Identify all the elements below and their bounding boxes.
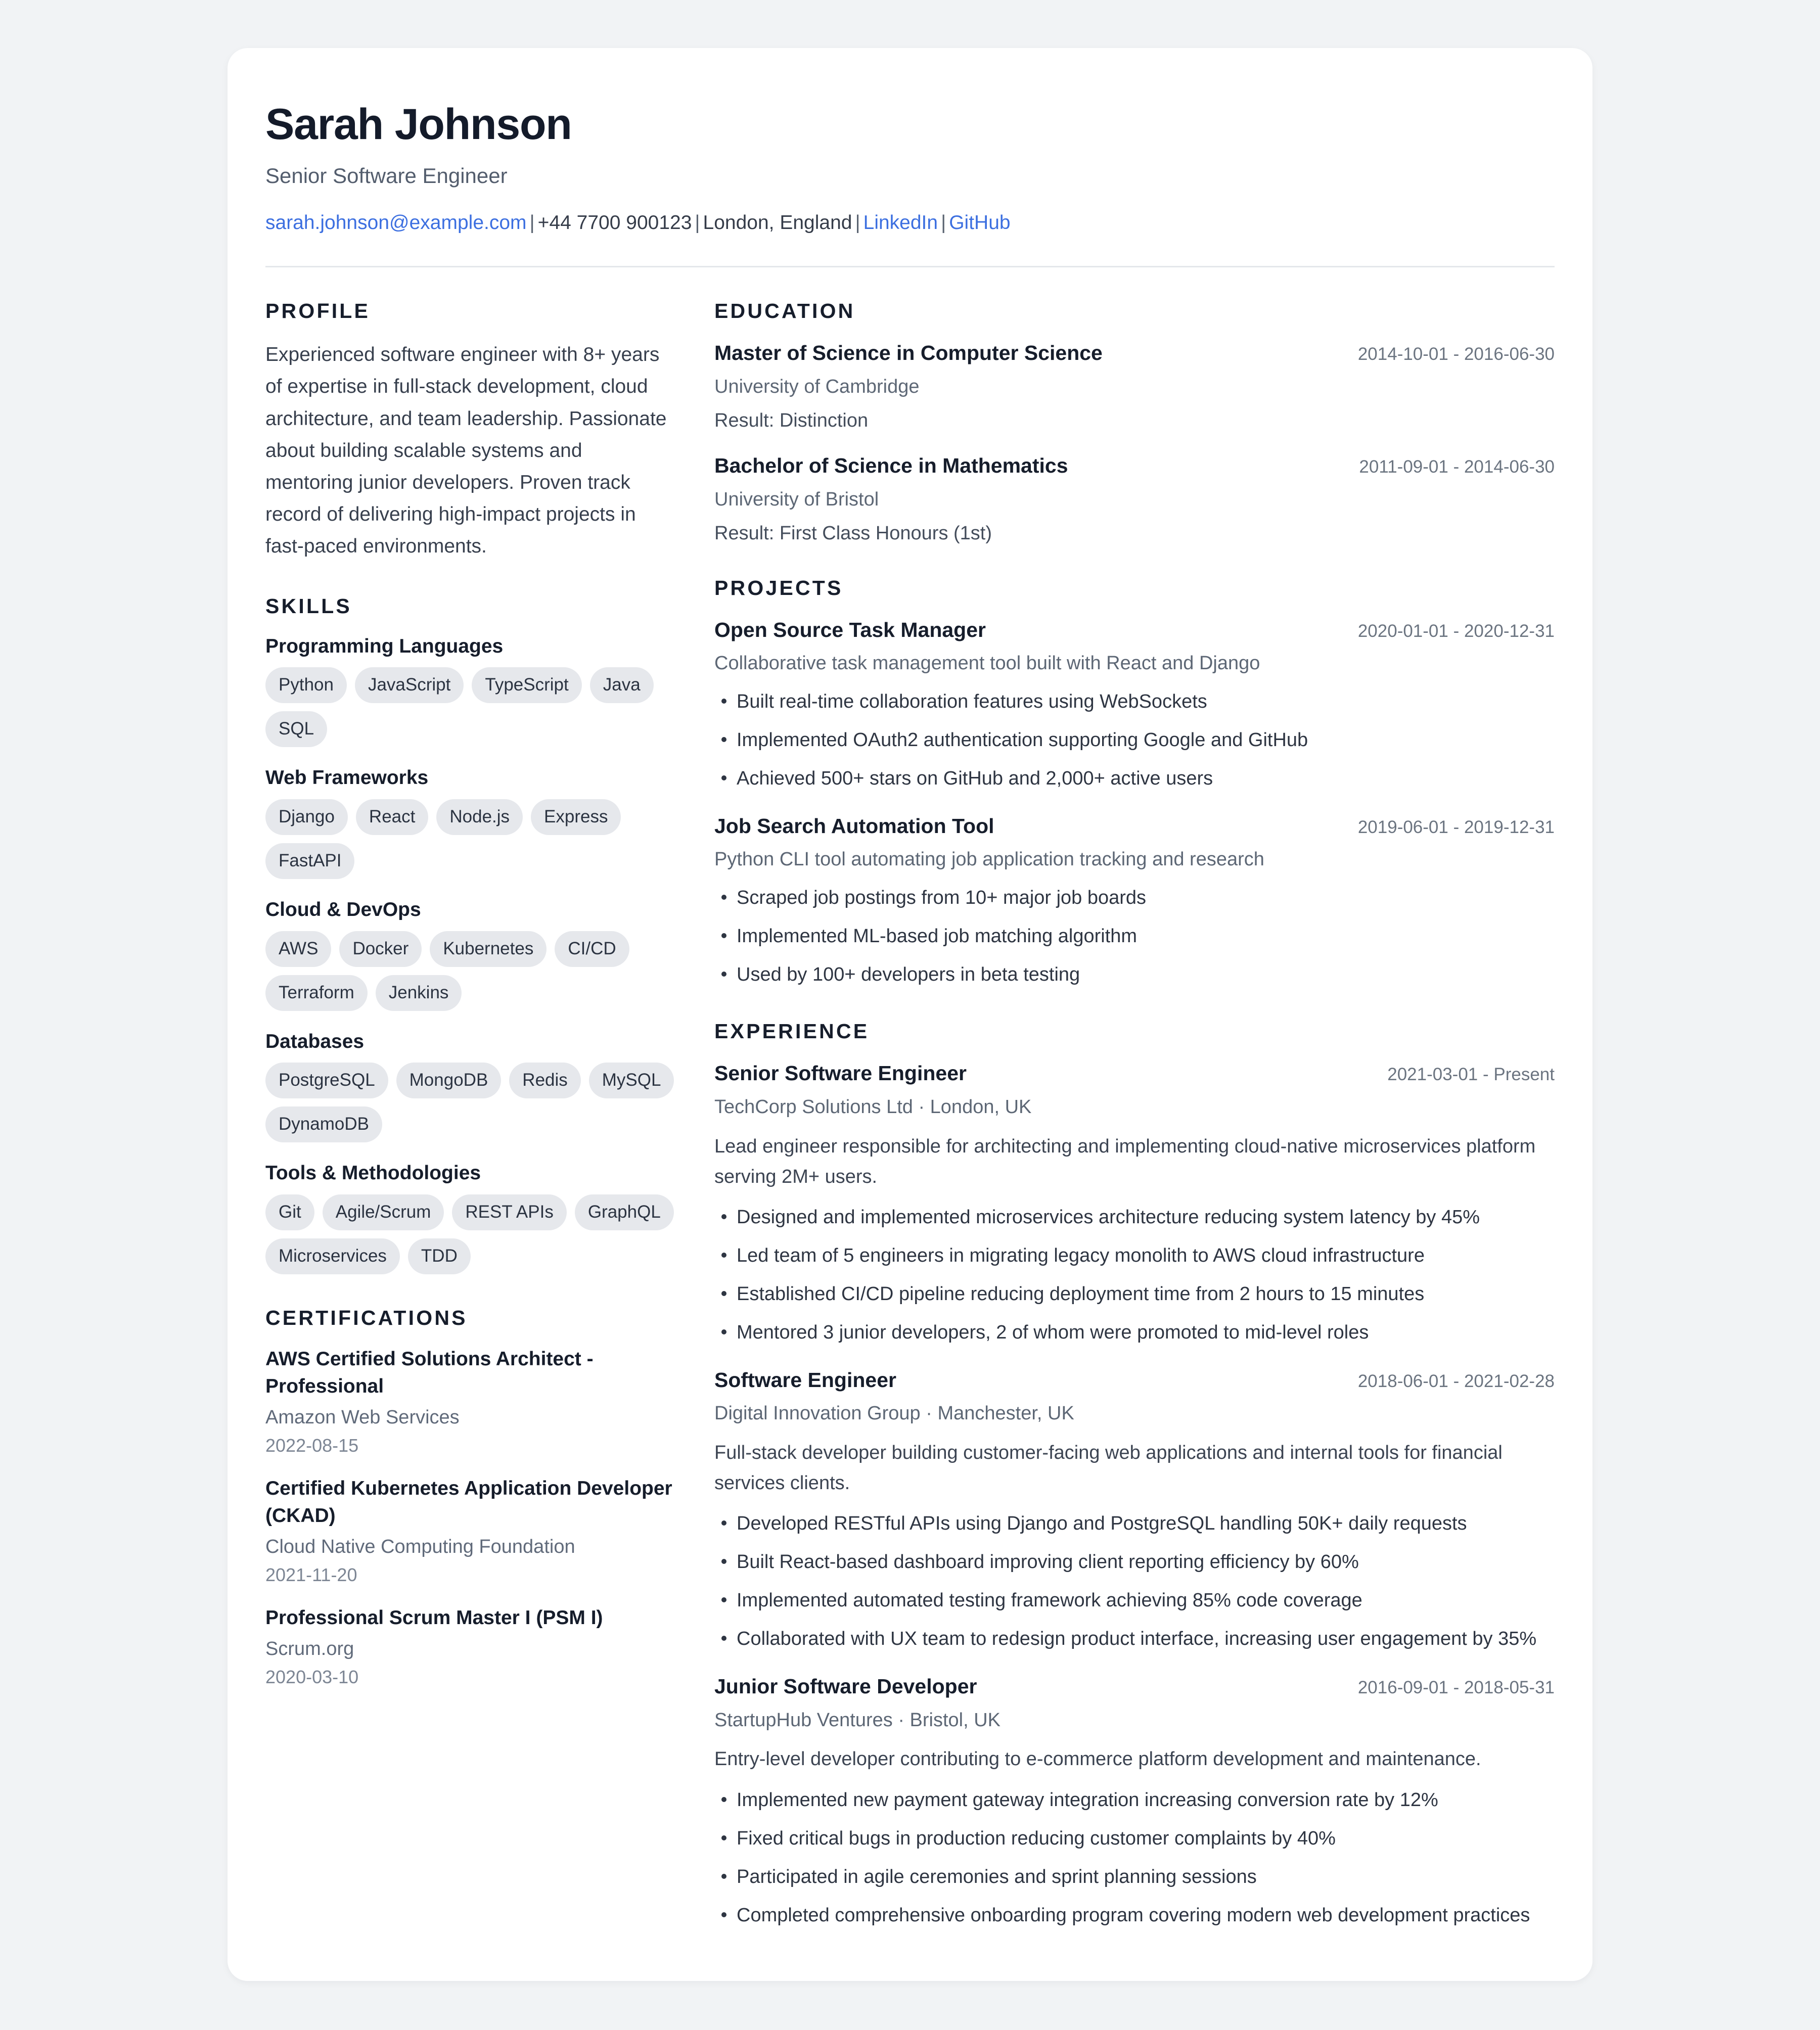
education-entry-dates: 2011-09-01 - 2014-06-30	[1359, 457, 1555, 477]
experience-entry-title: Senior Software Engineer	[714, 1062, 967, 1085]
project-entry-bullet: Scraped job postings from 10+ major job boards	[714, 883, 1555, 913]
skill-group-label: Web Frameworks	[265, 767, 429, 789]
experience-entry	[714, 1367, 1555, 1654]
project-entry-dates: 2020-01-01 - 2020-12-31	[1357, 621, 1555, 641]
section-education	[714, 299, 1555, 546]
skill-pill: PostgreSQL	[265, 1063, 388, 1098]
section-heading-education: EDUCATION	[714, 299, 855, 323]
education-result: Result: Distinction	[714, 409, 869, 431]
certification-name: Certified Kubernetes Application Developer (CKAD)	[265, 1478, 672, 1527]
certification-item	[265, 1346, 675, 1458]
section-experience	[714, 1019, 1555, 1930]
skill-pill: SQL	[265, 711, 327, 747]
experience-entry-dates: 2018-06-01 - 2021-02-28	[1357, 1371, 1555, 1391]
page-title: Sarah Johnson	[265, 100, 572, 149]
skill-pill: FastAPI	[265, 843, 354, 879]
experience-entry-bullets	[714, 1508, 1555, 1654]
experience-entry-bullet: Developed RESTful APIs using Django and PostgreSQL handling 50K+ daily requests	[714, 1508, 1555, 1539]
skill-pill: Docker	[339, 931, 422, 967]
project-entry-topline	[714, 813, 1555, 840]
experience-entry-bullets	[714, 1202, 1555, 1348]
experience-entry-bullet: Collaborated with UX team to redesign product interface, increasing user engagement by 35%	[714, 1624, 1555, 1654]
experience-entry-bullet: Built React-based dashboard improving client reporting efficiency by 60%	[714, 1547, 1555, 1577]
experience-description: Lead engineer responsible for architecting and implementing cloud-native microservices platform serving 2M+ users.	[714, 1135, 1536, 1187]
project-entry-topline	[714, 617, 1555, 643]
experience-entry	[714, 1673, 1555, 1930]
skill-pill: GraphQL	[575, 1194, 674, 1230]
contact-separator: |	[529, 212, 535, 234]
skill-pill: Redis	[509, 1063, 580, 1098]
skill-pill: Jenkins	[376, 975, 462, 1011]
education-entry-topline	[714, 452, 1555, 479]
project-entry-bullet: Implemented OAuth2 authentication supporting Google and GitHub	[714, 725, 1555, 755]
certification-issuer: Amazon Web Services	[265, 1406, 460, 1428]
section-profile	[265, 299, 675, 562]
experience-entry-bullet: Designed and implemented microservices architecture reducing system latency by 45%	[714, 1202, 1555, 1232]
contact-separator: |	[855, 212, 860, 234]
profile-summary: Experienced software engineer with 8+ years of expertise in full-stack development, cloud architecture, and team leadership. Passionate about building scalable systems and mentoring junior developers. Proven track record of delivering high-impact projects in fast-paced environments.	[265, 344, 667, 558]
project-entry-bullets	[714, 883, 1555, 990]
experience-entry-bullet: Fixed critical bugs in production reducing customer complaints by 40%	[714, 1823, 1555, 1854]
experience-entry-bullet: Mentored 3 junior developers, 2 of whom were promoted to mid-level roles	[714, 1317, 1555, 1348]
experience-entry-topline	[714, 1673, 1555, 1700]
certifications-list	[265, 1346, 675, 1689]
skill-pill: Python	[265, 667, 347, 703]
project-entry-bullet: Used by 100+ developers in beta testing	[714, 959, 1555, 990]
experience-entry-bullet: Completed comprehensive onboarding program covering modern web development practices	[714, 1900, 1555, 1930]
project-entry-bullet: Achieved 500+ stars on GitHub and 2,000+ active users	[714, 763, 1555, 794]
certification-date: 2020-03-10	[265, 1667, 359, 1688]
experience-entry-topline	[714, 1367, 1555, 1394]
education-entry-topline	[714, 340, 1555, 366]
certification-item	[265, 1604, 675, 1689]
contact-separator: |	[695, 212, 700, 234]
project-entry	[714, 617, 1555, 794]
skill-pill: TDD	[408, 1238, 471, 1274]
skill-pill: Express	[531, 799, 621, 835]
skills-groups	[265, 634, 675, 1274]
certification-issuer: Cloud Native Computing Foundation	[265, 1536, 575, 1557]
section-heading-skills: SKILLS	[265, 594, 352, 618]
skill-pill: TypeScript	[472, 667, 581, 703]
skill-group	[265, 634, 675, 748]
experience-entry-title: Junior Software Developer	[714, 1675, 977, 1698]
github-link[interactable]: GitHub	[949, 212, 1011, 234]
contact-line	[265, 210, 1555, 237]
experience-entry-bullet: Led team of 5 engineers in migrating legacy monolith to AWS cloud infrastructure	[714, 1240, 1555, 1271]
experience-entry-bullet: Implemented new payment gateway integration increasing conversion rate by 12%	[714, 1785, 1555, 1815]
skill-pill: JavaScript	[355, 667, 464, 703]
skill-pill: Node.js	[436, 799, 523, 835]
section-skills	[265, 594, 675, 1275]
experience-entry-bullets	[714, 1785, 1555, 1930]
skill-group-label: Databases	[265, 1030, 365, 1052]
skill-pill: Kubernetes	[430, 931, 547, 967]
project-entry-title: Job Search Automation Tool	[714, 814, 994, 838]
skill-pill-row	[265, 1063, 675, 1142]
resume-card	[228, 48, 1592, 1981]
linkedin-link[interactable]: LinkedIn	[863, 212, 938, 234]
certification-name: AWS Certified Solutions Architect - Professional	[265, 1348, 594, 1398]
header-divider	[265, 266, 1555, 267]
certification-item	[265, 1475, 675, 1587]
skill-pill: CI/CD	[555, 931, 629, 967]
location-text: London, England	[703, 212, 852, 234]
experience-company: TechCorp Solutions Ltd · London, UK	[714, 1096, 1032, 1118]
project-entry	[714, 813, 1555, 990]
skill-pill: Agile/Scrum	[323, 1194, 444, 1230]
section-projects	[714, 576, 1555, 990]
experience-entry-bullet: Established CI/CD pipeline reducing deployment time from 2 hours to 15 minutes	[714, 1279, 1555, 1309]
experience-description: Entry-level developer contributing to e-commerce platform development and maintenance.	[714, 1748, 1481, 1770]
email-link[interactable]: sarah.johnson@example.com	[265, 212, 527, 234]
experience-entry-topline	[714, 1060, 1555, 1087]
skill-pill: Terraform	[265, 975, 368, 1011]
resume-header	[265, 101, 1555, 267]
skill-pill: DynamoDB	[265, 1106, 382, 1142]
section-heading-certifications: CERTIFICATIONS	[265, 1306, 468, 1330]
project-entry-bullet: Implemented ML-based job matching algorithm	[714, 921, 1555, 951]
experience-entry-title: Software Engineer	[714, 1368, 896, 1392]
experience-entry-dates: 2016-09-01 - 2018-05-31	[1357, 1678, 1555, 1698]
education-entry-title: Bachelor of Science in Mathematics	[714, 454, 1068, 478]
education-entry-title: Master of Science in Computer Science	[714, 341, 1103, 365]
resume-columns	[265, 299, 1555, 1930]
section-heading-projects: PROJECTS	[714, 576, 843, 599]
skill-pill: React	[356, 799, 428, 835]
skill-pill-row	[265, 667, 675, 747]
certification-issuer: Scrum.org	[265, 1638, 354, 1659]
main-column	[714, 299, 1555, 1930]
experience-list	[714, 1060, 1555, 1930]
project-entry-bullets	[714, 686, 1555, 794]
education-entry	[714, 452, 1555, 546]
projects-list	[714, 617, 1555, 990]
skill-group	[265, 897, 675, 1011]
section-heading-profile: PROFILE	[265, 299, 371, 323]
professional-headline: Senior Software Engineer	[265, 163, 508, 188]
skill-group	[265, 1161, 675, 1274]
certification-name: Professional Scrum Master I (PSM I)	[265, 1606, 603, 1629]
skill-pill: MongoDB	[396, 1063, 502, 1098]
experience-entry-bullet: Implemented automated testing framework achieving 85% code coverage	[714, 1585, 1555, 1616]
section-heading-experience: EXPERIENCE	[714, 1020, 870, 1043]
project-entry-bullet: Built real-time collaboration features using WebSockets	[714, 686, 1555, 717]
skill-pill: REST APIs	[452, 1194, 566, 1230]
skill-pill: Git	[265, 1194, 314, 1230]
project-entry-title: Open Source Task Manager	[714, 618, 986, 641]
skill-group-label: Programming Languages	[265, 635, 504, 657]
project-description: Collaborative task management tool built with React and Django	[714, 653, 1260, 674]
skill-pill-row	[265, 1194, 675, 1274]
skill-group-label: Cloud & DevOps	[265, 899, 421, 921]
experience-entry-bullet: Participated in agile ceremonies and sprint planning sessions	[714, 1862, 1555, 1892]
education-entry-dates: 2014-10-01 - 2016-06-30	[1357, 344, 1555, 364]
contact-separator: |	[941, 212, 946, 234]
skill-pill: AWS	[265, 931, 331, 967]
certification-date: 2022-08-15	[265, 1435, 359, 1456]
certification-date: 2021-11-20	[265, 1564, 357, 1586]
phone-number: +44 7700 900123	[537, 212, 692, 234]
sidebar-column	[265, 299, 675, 1689]
experience-description: Full-stack developer building customer-facing web applications and internal tools for financial services clients.	[714, 1442, 1503, 1494]
experience-entry-dates: 2021-03-01 - Present	[1387, 1065, 1555, 1085]
experience-company: StartupHub Ventures · Bristol, UK	[714, 1709, 1001, 1731]
skill-group	[265, 1029, 675, 1143]
skill-pill: Java	[590, 667, 654, 703]
education-entry	[714, 340, 1555, 433]
education-institution: University of Cambridge	[714, 376, 920, 397]
skill-pill: Microservices	[265, 1238, 400, 1274]
skill-group	[265, 765, 675, 879]
experience-entry	[714, 1060, 1555, 1347]
education-list	[714, 340, 1555, 546]
skill-group-label: Tools & Methodologies	[265, 1162, 481, 1184]
section-certifications	[265, 1306, 675, 1689]
project-description: Python CLI tool automating job application tracking and research	[714, 849, 1264, 870]
skill-pill-row	[265, 799, 675, 879]
project-entry-dates: 2019-06-01 - 2019-12-31	[1357, 817, 1555, 837]
skill-pill: MySQL	[589, 1063, 674, 1098]
education-institution: University of Bristol	[714, 488, 879, 510]
education-result: Result: First Class Honours (1st)	[714, 522, 992, 544]
skill-pill-row	[265, 931, 675, 1011]
skill-pill: Django	[265, 799, 348, 835]
experience-company: Digital Innovation Group · Manchester, UK	[714, 1403, 1074, 1424]
